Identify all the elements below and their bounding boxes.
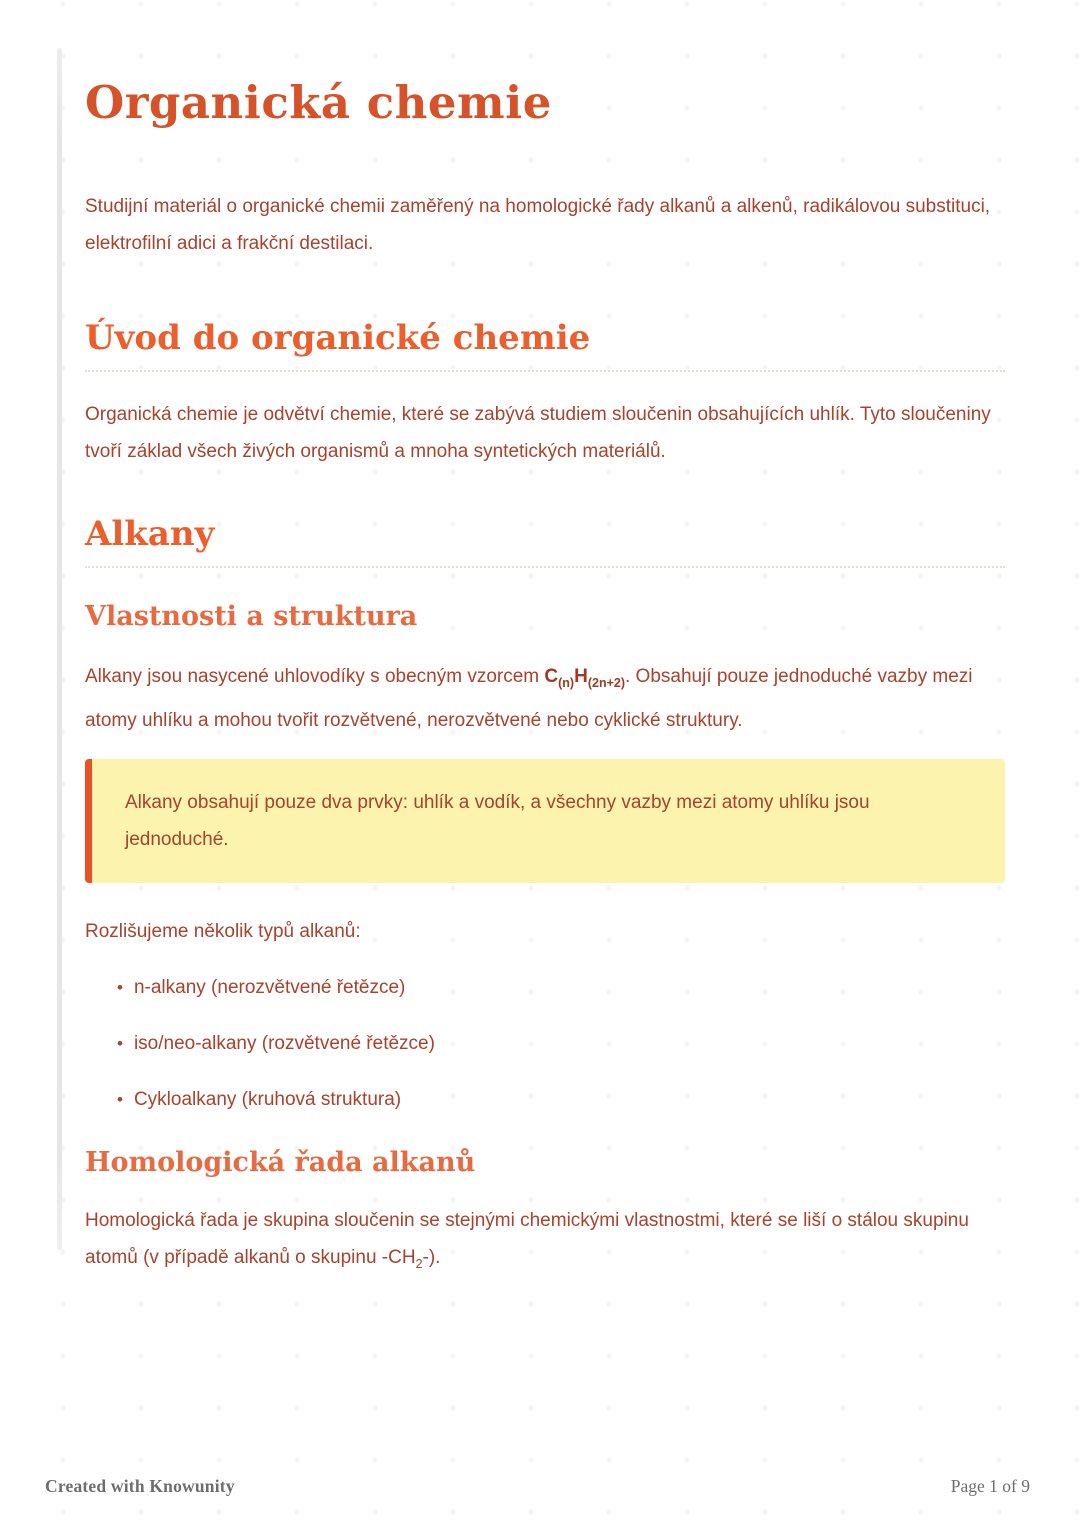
homologicka-text-after: -). (422, 1246, 441, 1268)
callout-text: Alkany obsahují pouze dva prvky: uhlík a vodík, a všechny vazby mezi atomy uhlíku jsou jednoduché. (125, 791, 870, 850)
page-edge-line (57, 48, 62, 1250)
general-formula (544, 666, 625, 690)
list-item (85, 1025, 1005, 1062)
section-heading-alkany: Alkany (85, 514, 215, 554)
list-item-label: n-alkany (nerozvětvené řetězce) (133, 976, 406, 998)
page-title: Organická chemie (85, 76, 552, 129)
list-item (85, 969, 1005, 1006)
homologicka-text-before: Homologická řada je skupina sloučenin se stejnými chemickými vlastnostmi, které se liší o stálou skupinu atomů (v případě alkanů o skupinu -CH (85, 1209, 969, 1268)
section-uvod-heading-rule (85, 318, 1005, 372)
subheading-vlastnosti: Vlastnosti a struktura (85, 601, 418, 632)
section-alkany-heading-rule (85, 514, 1005, 568)
alkane-types-list (85, 969, 1005, 1118)
list-item-label: iso/neo-alkany (rozvětvené řetězce) (133, 1032, 435, 1054)
intro-paragraph: Studijní materiál o organické chemii zaměřený na homologické řady alkanů a alkenů, radikálovou substituci, elektrofilní adici a frakční destilaci. (85, 196, 991, 254)
formula-subscript-n: (n) (558, 675, 575, 690)
bullet-icon: • (117, 1089, 123, 1109)
homologicka-paragraph (85, 1202, 1005, 1283)
section-heading-uvod: Úvod do organické chemie (85, 318, 591, 358)
uvod-paragraph: Organická chemie je odvětví chemie, které se zabývá studiem sloučenin obsahujících uhlík. Tyto sloučeniny tvoří základ všech živých organismů a mnoha syntetických materiálů. (85, 404, 991, 462)
page-content (85, 0, 1005, 1302)
formula-subscript-2n2: (2n+2) (587, 675, 625, 690)
list-item (85, 1081, 1005, 1118)
ch2-subscript: 2 (415, 1256, 423, 1271)
bullet-icon: • (117, 1033, 123, 1053)
formula-element-c: C (544, 666, 559, 687)
alkane-types-list-intro: Rozlišujeme několik typů alkanů: (85, 920, 361, 942)
page-footer (45, 1474, 1030, 1498)
highlight-callout-box (85, 759, 1005, 883)
list-item-label: Cykloalkany (kruhová struktura) (133, 1088, 402, 1110)
alkany-intro-text-after: . Obsahují pouze jednoduché vazby mezi atomy uhlíku a mohou tvořit rozvětvené, nerozvětvené nebo cyklické struktury. (85, 666, 973, 731)
footer-branding: Created with Knowunity (45, 1476, 235, 1496)
bullet-icon: • (117, 977, 123, 997)
footer-page-number: Page 1 of 9 (950, 1476, 1030, 1496)
alkany-intro-text-before: Alkany jsou nasycené uhlovodíky s obecným vzorcem (85, 666, 545, 687)
alkany-intro-paragraph (85, 658, 1005, 739)
formula-element-h: H (574, 666, 588, 687)
subheading-homologicka: Homologická řada alkanů (85, 1146, 476, 1178)
